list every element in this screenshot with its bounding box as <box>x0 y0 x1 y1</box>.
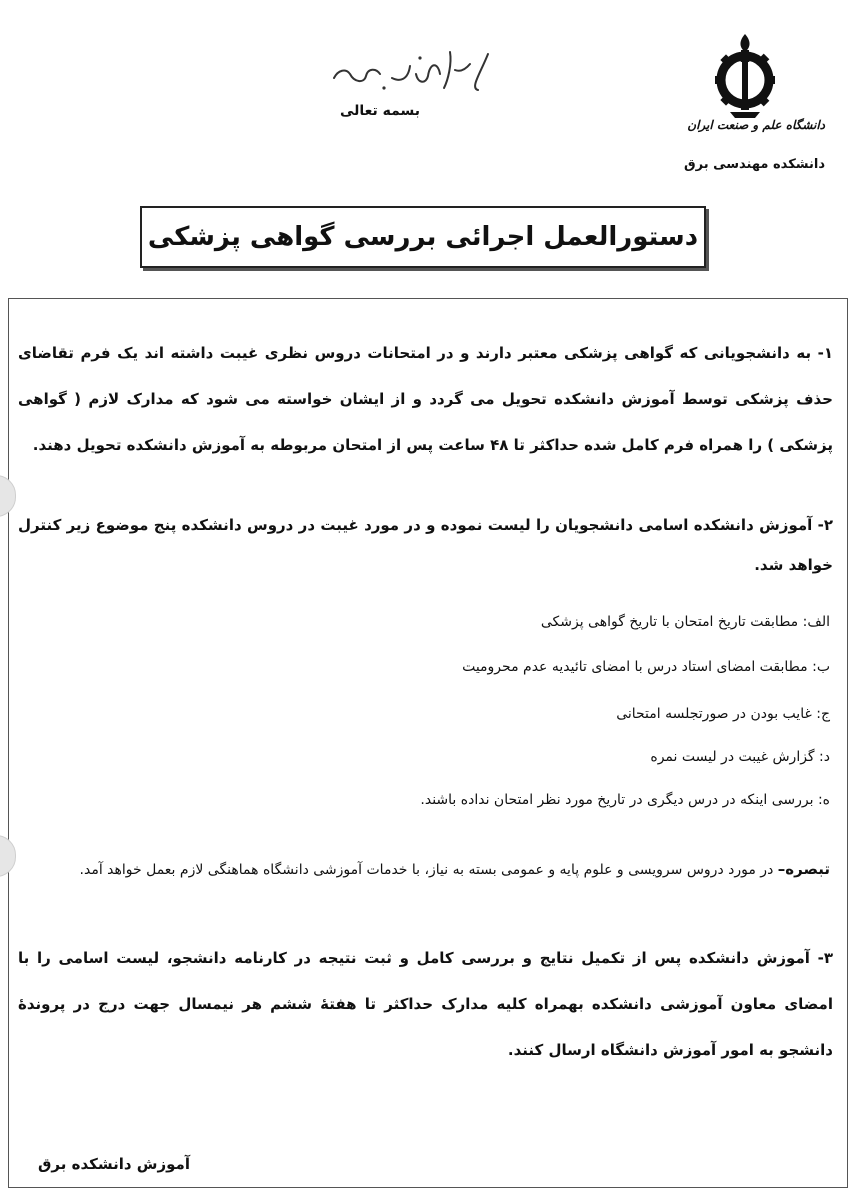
university-name: دانشگاه علم و صنعت ایران <box>687 118 825 132</box>
list-item: ج: غایب بودن در صورتجلسه امتحانی <box>616 706 830 722</box>
list-item: الف: مطابقت تاریخ امتحان با تاریخ گواهی پزشکی <box>540 614 830 630</box>
paragraph-2: ۲- آموزش دانشکده اسامی دانشجویان را لیست نموده و در مورد غیبت در دروس دانشکده پنج موضوع زیر کنترل خواهد شد. <box>18 516 833 574</box>
document-title: دستورالعمل اجرائی بررسی گواهی پزشکی <box>147 222 699 252</box>
note <box>30 858 830 881</box>
faculty-name: دانشکده مهندسی برق <box>683 157 825 172</box>
invocation: بسمه تعالی <box>339 103 421 119</box>
list-item: د: گزارش غیبت در لیست نمره <box>650 749 830 765</box>
title-box <box>140 206 706 268</box>
list-item: ه: بررسی اینکه در درس دیگری در تاریخ مورد نظر امتحان نداده باشند. <box>420 792 830 808</box>
paragraph-3: ۳- آموزش دانشکده پس از تکمیل نتایج و بررسی کامل و ثبت نتیجه در کارنامه دانشجو، لیست اسامی را با امضای معاون آموزشی دانشکده بهمراه کلیه مدارک حداکثر تا هفتهٔ ششم هر نیمسال جهت درج در پروندهٔ دانشجو به امور آموزش دانشگاه ارسال کنند. <box>18 949 833 1059</box>
paragraph-1: ۱- به دانشجویانی که گواهی پزشکی معتبر دارند و در امتحانات دروس نظری غیبت داشته اند یک فرم تقاضای حذف پزشکی توسط آموزش دانشکده تحویل می گردد و از ایشان خواسته می شود که مدارک لازم ( گواهی پزشکی ) را همراه فرم کامل شده حداکثر تا ۴۸ ساعت پس از امتحان مربوطه به آموزش دانشکده تحویل دهند. <box>18 344 833 454</box>
handwritten-note <box>320 44 530 100</box>
list-item: ب: مطابقت امضای استاد درس با امضای تائیدیه عدم محرومیت <box>462 659 830 675</box>
note-label: تبصره– <box>777 860 830 878</box>
note-text: در مورد دروس سرویسی و علوم پایه و عمومی بسته به نیاز، با خدمات آموزشی دانشگاه هماهنگی لازم بعمل خواهد آمد. <box>79 862 778 878</box>
signature: آموزش دانشکده برق <box>38 1155 190 1173</box>
